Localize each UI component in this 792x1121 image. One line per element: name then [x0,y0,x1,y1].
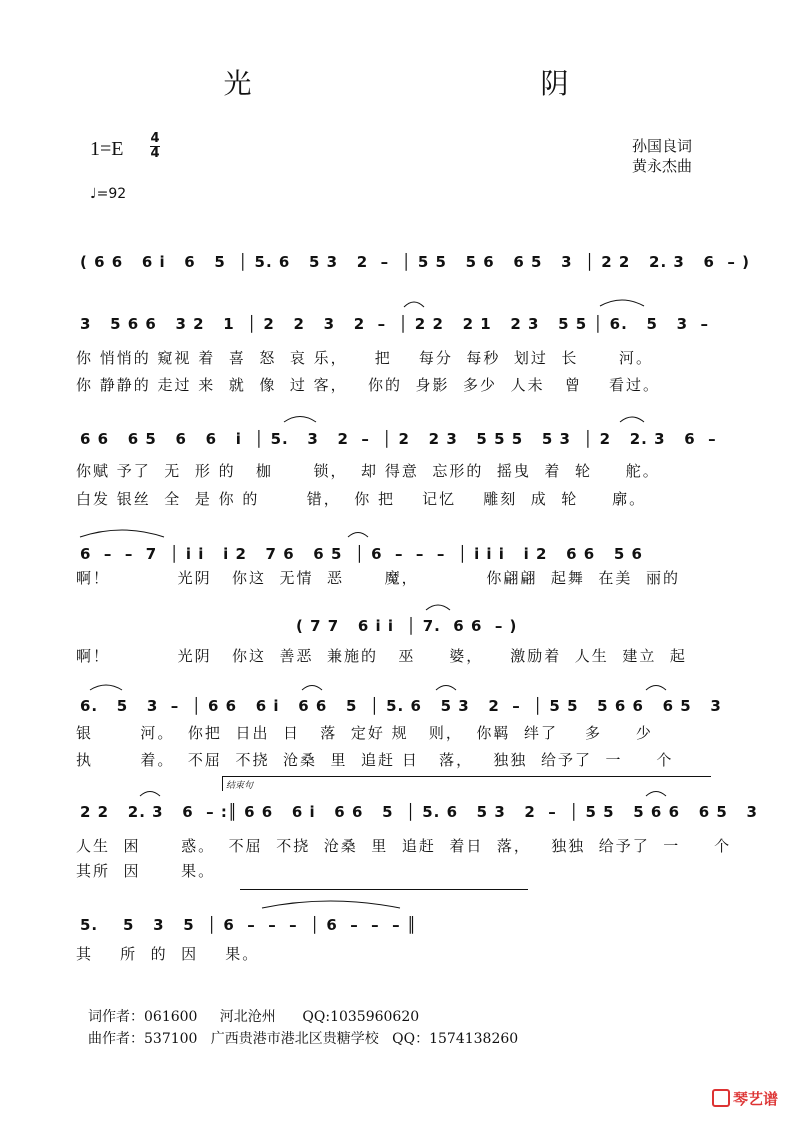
lyric-line-7a: 人生 困 惑。 不屈 不挠 沧桑 里 追赶 着日 落， 独独 给予了 一 个 [76,837,732,855]
tie-arc [646,686,666,691]
notation-line-3: 6 6 6 5 6 6 i │ 5. 3 2 – │ 2 2 3 5 5 5 5 3 │ 2 2. 3 6 – [80,430,717,448]
tie-arc [404,302,424,307]
tie-arc [348,533,368,538]
tie-arc [140,792,160,797]
footer-lyricist: 词作者：061600 河北沧州 QQ:1035960620 [88,1009,420,1025]
tie-arc [80,530,164,537]
tie-arc [90,685,122,690]
footer-composer: 曲作者：537100 广西贵港市港北区贵糖学校 QQ：1574138260 [88,1031,519,1047]
notation-line-4: 6 – – 7 │ i i i 2 7 6 6 5 │ 6 – – – │ i i i i 2 6 6 5 6 [80,545,643,563]
song-title: 光 阴 [223,67,709,100]
key-signature: 1=E [90,138,124,160]
lyricist-credit: 孙国良词 [632,137,693,155]
lyric-line-6b: 执 着。 不屈 不挠 沧桑 里 追赶 日 落， 独独 给予了 一 个 [76,751,674,769]
tie-arc [426,605,450,610]
tie-arc [620,417,644,422]
notation-line-5: ( 7 7 6 i i │ 7. 6 6 – ) [296,617,518,635]
lyric-line-6a: 银 河。 你把 日出 日 落 定好 规 则， 你羁 绊了 多 少 [76,724,653,742]
ending-label: 结束句 [226,781,254,791]
lyric-line-2a: 你 悄悄的 窥视 着 喜 怒 哀 乐， 把 每分 每秒 划过 长 河。 [76,349,654,367]
tie-arc [436,686,456,691]
logo-icon [712,1089,730,1107]
lyric-line-7b: 其所 因 果。 [76,862,216,880]
lyric-line-8: 其 所 的 因 果。 [76,945,260,963]
notation-line-8: 5. 5 3 5 │ 6 – – – │ 6 – – – ║ [80,916,417,934]
composer-credit: 黄永杰曲 [632,157,693,175]
tempo-marking: ♩=92 [90,186,127,202]
notation-line-1: ( 6 6 6 i 6 5 │ 5. 6 5 3 2 – │ 5 5 5 6 6 5 3 │ 2 2 2. 3 6 – ) [80,253,750,271]
site-logo [712,1088,778,1109]
lyric-line-4: 啊！ 光阴 你这 无情 恶 魔， 你翩翩 起舞 在美 丽的 [76,569,680,587]
time-signature-bottom: 4 [150,146,160,161]
tie-arc [646,792,666,797]
logo-text: 琴艺谱 [732,1090,778,1108]
lyric-line-3b: 白发 银丝 全 是 你 的 错， 你 把 记忆 雕刻 成 轮 廓。 [76,490,647,508]
tie-arc [284,417,316,423]
lyric-line-3a: 你赋 予了 无 形 的 枷 锁， 却 得意 忘形的 摇曳 着 轮 舵。 [76,462,660,480]
notation-line-6: 6. 5 3 – │ 6 6 6 i 6 6 5 │ 5. 6 5 3 2 – │ 5 5 5 6 6 6 5 3 [80,697,722,715]
notation-line-2: 3 5 6 6 3 2 1 │ 2 2 3 2 – │ 2 2 2 1 2 3 5 5 │ 6. 5 3 – [80,315,709,333]
lyric-line-5: 啊！ 光阴 你这 善恶 兼施的 巫 婆， 激励着 人生 建立 起 [76,647,687,665]
tie-arc [262,901,400,908]
tie-arc [600,300,644,306]
lyric-line-2b: 你 静静的 走过 来 就 像 过 客， 你的 身影 多少 人未 曾 看过。 [76,376,660,394]
tie-arc [302,686,322,691]
time-signature-top: 4 [150,131,160,146]
notation-line-7: 2 2 2. 3 6 – :║ 6 6 6 i 6 6 5 │ 5. 6 5 3 2 – │ 5 5 5 6 6 6 5 3 [80,803,758,821]
